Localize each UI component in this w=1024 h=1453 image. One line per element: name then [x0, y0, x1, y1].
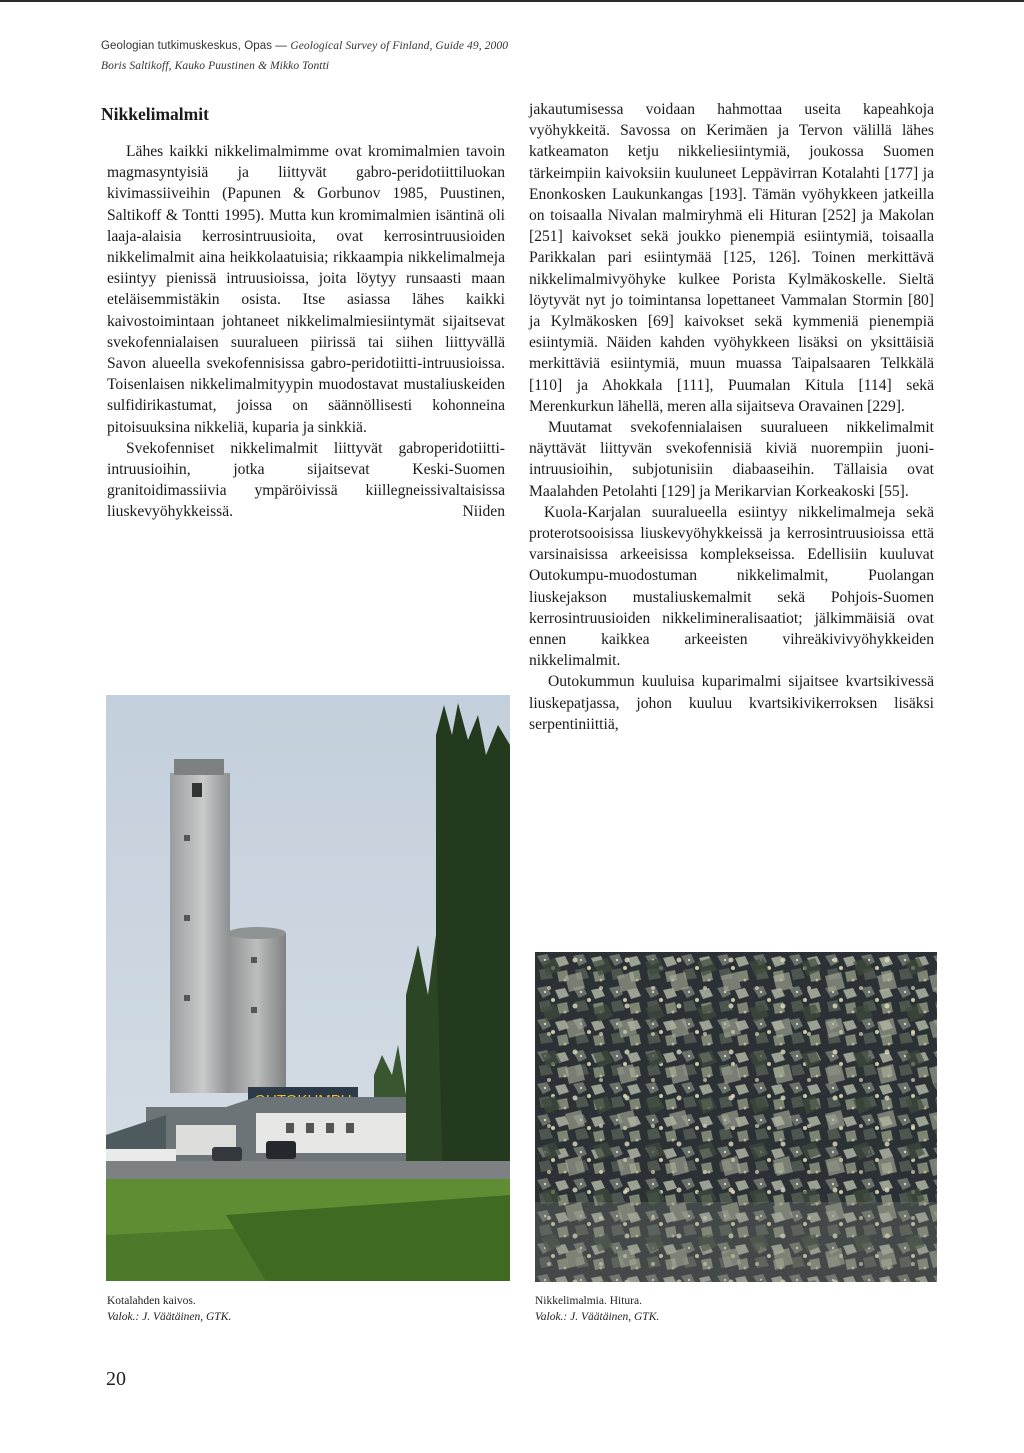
mine-illustration	[106, 695, 510, 1281]
page-number: 20	[106, 1368, 126, 1390]
top-rule	[0, 0, 1024, 2]
ore-photo	[535, 952, 937, 1282]
mine-caption	[107, 1293, 231, 1325]
caption-title: Nikkelimalmia. Hitura.	[535, 1295, 642, 1307]
ore-texture	[535, 952, 937, 1282]
left-text-column	[107, 141, 505, 523]
publisher-text: Geologian tutkimuskeskus, Opas —	[101, 40, 288, 52]
paragraph: Lähes kaikki nikkelimalmimme ovat kromimalmien tavoin magmasyntyisiä ja liittyvät gabro-peridotiittiluokan kivimassiiveihin (Papunen & Gorbunov 1985, Puustinen, Saltikoff & Tontti 1995). Mutta kun kromimalmien isäntinä oli laaja-alaisia kerrosintruusioita, ovat kerrosintruusioiden nikkelimalmit aina heikkolaatuisia; rikkaampia nikkelimalmeja esiintyy pienissä intruusioissa, joita löytyy runsaasti maan eteläisemmistäkin osista. Itse asiassa lähes kaikki kaivostoimintaan johtaneet nikkelimalmiesiintymät sijaitsevat svekofennialaisen suuralueen piirissä tai siihen liittyvällä Savon alueella svekofennisissa gabro-peridotiitti-intruusioissa. Toisenlaisen nikkelimalmityypin muodostavat mustaliuskeiden sulfidirikastumat, joissa on säännöllisesti kohonneina pitoisuuksina nikkeliä, kuparia ja sinkkiä.	[107, 143, 505, 436]
paragraph: jakautumisessa voidaan hahmottaa useita kapeahkoja vyöhykkeitä. Savossa on Kerimäen ja Tervon välillä lähes katkeamaton ketju nikkeliesiintymiä, joukossa Suomen tärkeimpiin kaivoksiin kuuluneet Leppävirran Kotalahti [177] ja Enonkosken Laukunkangas [193]. Tämän vyöhykkeen jatkeilla on toisaalla Nivalan malmiryhmä eli Hituran [252] ja Makolan [251] kaivokset sekä joukko pienempiä esiintymiä, toisaalla Parikkalan pari esiintymää [125, 126]. Toinen merkittävä nikkelimalmivyöhyke kulkee Porista Kylmäkoskelle. Sieltä löytyvät nyt jo toimintansa lopettaneet Vammalan Stormin [80] ja Kylmäkosken [69] kaivokset sekä kymmeniä pienempiä esiintymiä. Näiden kahden vyöhykkeen lisäksi on yksittäisiä merkittäviä esiintymiä, muun muassa Taipalsaaren Telkkälä [110] ja Ahokkala [111], Puumalan Kitula [114] sekä Merenkurkun lähellä, meren alla sijaitseva Oravainen [229].	[529, 101, 934, 415]
paragraph: Svekofenniset nikkelimalmit liittyvät gabroperidotiitti-intruusioihin, jotka sijaitsevat Keski-Suomen granitoidimassiivia ympäröivissä kiillegneissivaltaisissa liuskevyöhykkeissä. Niiden	[107, 439, 505, 521]
right-text-column	[529, 99, 934, 735]
paragraph: Outokummun kuuluisa kuparimalmi sijaitsee kvartsikivessä liuskepatjassa, johon kuuluu kvartsikivikerroksen lisäksi serpentiniittiä,	[529, 673, 934, 733]
mine-photo	[106, 695, 510, 1281]
running-header	[101, 40, 508, 52]
caption-credit: Valok.: J. Väätäinen, GTK.	[535, 1311, 660, 1323]
section-heading: Nikkelimalmit	[101, 104, 209, 124]
authors-line: Boris Saltikoff, Kauko Puustinen & Mikko Tontti	[101, 60, 330, 72]
caption-credit: Valok.: J. Väätäinen, GTK.	[107, 1311, 232, 1323]
caption-title: Kotalahden kaivos.	[107, 1295, 196, 1307]
paragraph: Kuola-Karjalan suuralueella esiintyy nikkelimalmeja sekä proterotsooisissa liuskevyöhykkeissä ja kerrosintruusioissa että varsinaisissa arkeeisissa komplekseissa. Edellisiin kuuluvat Outokumpu-muodostuman nikkelimalmit, Puolangan liuskejakson mustaliuskemalmit sekä Pohjois-Suomen kerrosintruusioiden nikkelimineralisaatiot; jälkimmäisiä ovat ennen kaikkea arkeeisten vihreäkivivyöhykkeiden nikkelimalmit.	[529, 503, 934, 670]
paragraph: Muutamat svekofennialaisen suuralueen nikkelimalmit näyttävät liittyvän svekofennisiä kiviä nuorempiin juoni-intruusioihin, subjotunisiin diabaaseihin. Tällaisia ovat Maalahden Petolahti [129] ja Merikarvian Korkeakoski [55].	[529, 419, 934, 500]
ore-caption	[535, 1293, 659, 1325]
series-text: Geological Survey of Finland, Guide 49, 2000	[290, 40, 509, 52]
